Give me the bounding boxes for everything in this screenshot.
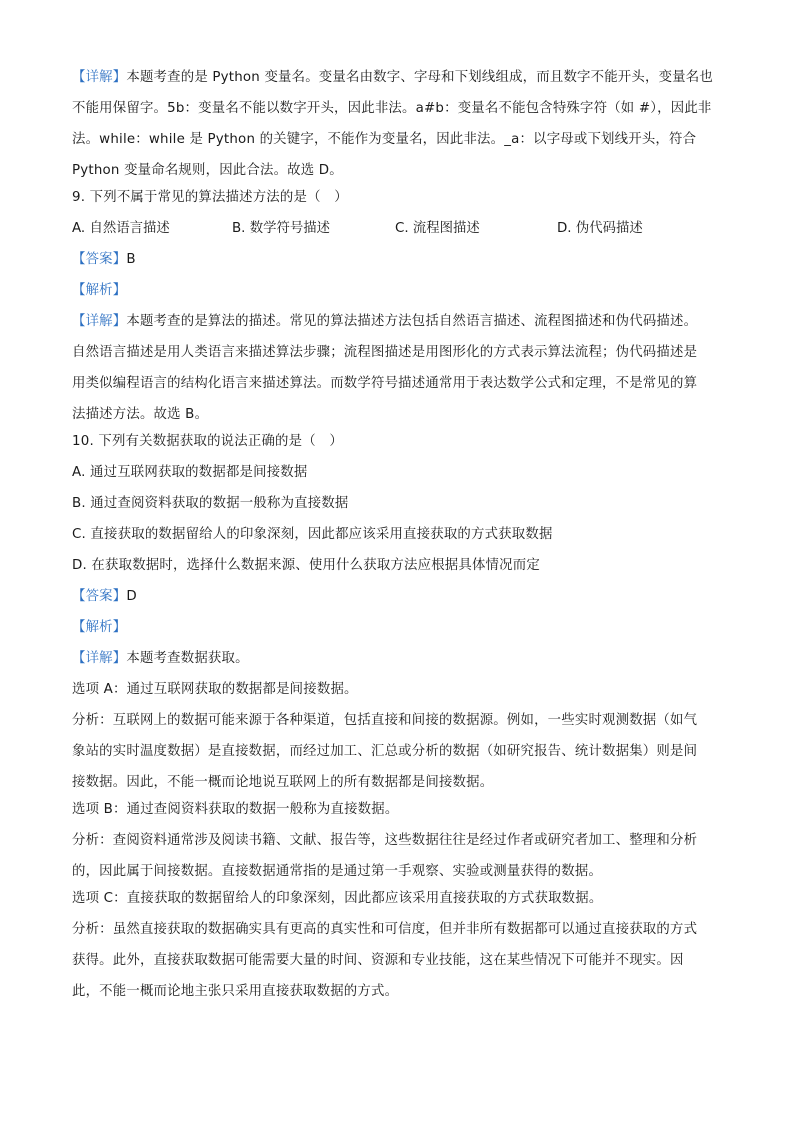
answer-value: B	[126, 252, 136, 267]
answer-tag: 【答案】	[72, 589, 127, 604]
paragraph-line: 不能用保留字。5b：变量名不能以数字开头，因此非法。a#b：变量名不能包含特殊字符（如 #），因此非	[72, 101, 712, 116]
paragraph-line: Python 变量命名规则，因此合法。故选 D。	[72, 163, 343, 178]
paragraph-line: 【详解】本题考查的是算法的描述。常见的算法描述方法包括自然语言描述、流程图描述和伪代码描述。	[72, 314, 698, 329]
analysis-tag-q9: 【解析】	[72, 283, 127, 298]
paragraph-line: 法描述方法。故选 B。	[72, 407, 209, 422]
option-c-title: 选项 C：直接获取的数据留给人的印象深刻，因此都应该采用直接获取的方式获取数据。	[72, 891, 603, 906]
paragraph-line: 的，因此属于间接数据。直接数据通常指的是通过第一手观察、实验或测量获得的数据。	[72, 864, 603, 879]
answer-value: D	[126, 589, 137, 604]
detail-tag: 【详解】	[72, 314, 127, 329]
option-c-analysis	[72, 914, 722, 1007]
option-d: D. 伪代码描述	[557, 221, 643, 236]
option-a-analysis	[72, 705, 722, 798]
paragraph-line: 象站的实时温度数据）是直接数据，而经过加工、汇总或分析的数据（如研究报告、统计数据集）则是间	[72, 744, 698, 759]
detail-tag: 【详解】	[72, 70, 127, 85]
option-b: B. 数学符号描述	[232, 221, 331, 236]
option-b-analysis	[72, 825, 722, 887]
paragraph-line: 分析：查阅资料通常涉及阅读书籍、文献、报告等，这些数据往往是经过作者或研究者加工、整理和分析	[72, 833, 698, 848]
option-c: C. 流程图描述	[395, 221, 480, 236]
detail-tag: 【详解】	[72, 651, 127, 666]
question-9-options	[72, 219, 722, 239]
option-c: C. 直接获取的数据留给人的印象深刻，因此都应该采用直接获取的方式获取数据	[72, 527, 553, 542]
paragraph-line: 法。while：while 是 Python 的关键字，不能作为变量名，因此非法。_a：以字母或下划线开头，符合	[72, 132, 697, 147]
option-a-title: 选项 A：通过互联网获取的数据都是间接数据。	[72, 682, 358, 697]
detail-q10: 【详解】本题考查数据获取。	[72, 651, 249, 666]
answer-tag: 【答案】	[72, 252, 127, 267]
paragraph-line: 用类似编程语言的结构化语言来描述算法。而数学符号描述通常用于表达数学公式和定理，不是常见的算	[72, 376, 698, 391]
document-page	[72, 62, 722, 1007]
paragraph-line: 分析：互联网上的数据可能来源于各种渠道，包括直接和间接的数据源。例如，一些实时观测数据（如气	[72, 713, 698, 728]
paragraph-line: 此，不能一概而论地主张只采用直接获取数据的方式。	[72, 984, 399, 999]
answer-q9	[72, 250, 722, 270]
question-9: 9. 下列不属于常见的算法描述方法的是（ ）	[72, 190, 348, 205]
option-b: B. 通过查阅资料获取的数据一般称为直接数据	[72, 496, 349, 511]
analysis-tag-q10: 【解析】	[72, 620, 127, 635]
explanation-q8	[72, 62, 722, 186]
explanation-q9	[72, 306, 722, 430]
option-a: A. 通过互联网获取的数据都是间接数据	[72, 465, 308, 480]
option-d: D. 在获取数据时，选择什么数据来源、使用什么获取方法应根据具体情况而定	[72, 558, 540, 573]
option-a: A. 自然语言描述	[72, 221, 170, 236]
answer-q10	[72, 587, 722, 607]
paragraph-line: 接数据。因此，不能一概而论地说互联网上的所有数据都是间接数据。	[72, 775, 494, 790]
option-b-title: 选项 B：通过查阅资料获取的数据一般称为直接数据。	[72, 802, 399, 817]
paragraph-line: 获得。此外，直接获取数据可能需要大量的时间、资源和专业技能，这在某些情况下可能并不现实。因	[72, 953, 684, 968]
paragraph-line: 自然语言描述是用人类语言来描述算法步骤；流程图描述是用图形化的方式表示算法流程；伪代码描述是	[72, 345, 698, 360]
paragraph-line: 分析：虽然直接获取的数据确实具有更高的真实性和可信度，但并非所有数据都可以通过直接获取的方式	[72, 922, 698, 937]
question-10: 10. 下列有关数据获取的说法正确的是（ ）	[72, 434, 343, 449]
paragraph-line: 【详解】本题考查的是 Python 变量名。变量名由数字、字母和下划线组成，而且数字不能开头，变量名也	[72, 70, 713, 85]
